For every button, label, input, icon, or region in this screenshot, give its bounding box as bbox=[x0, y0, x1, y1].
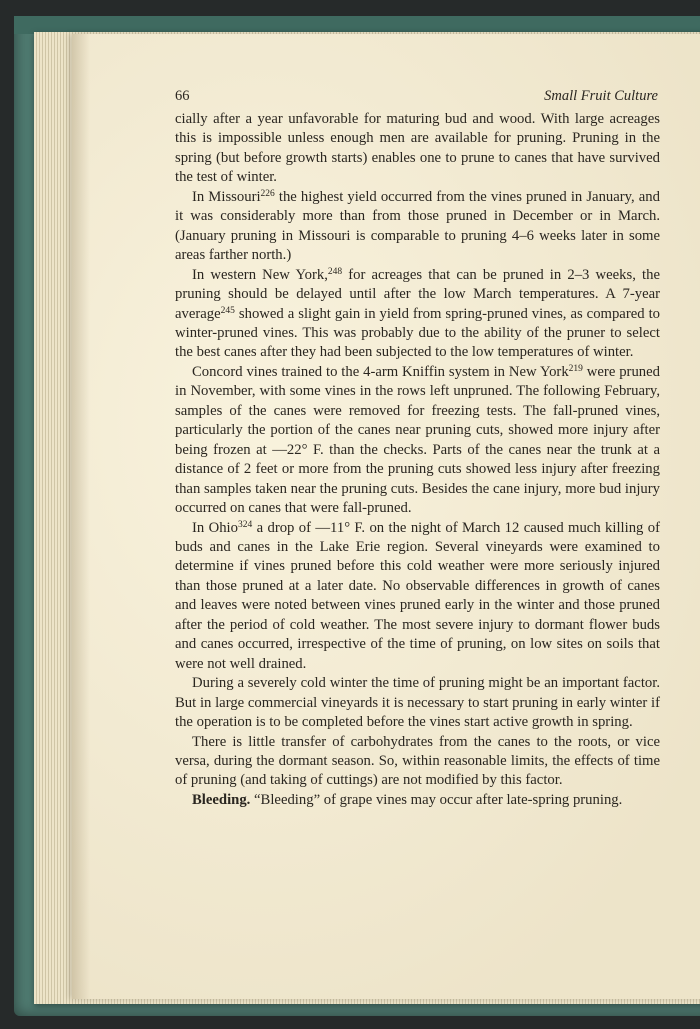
text-run: In Missouri bbox=[192, 188, 261, 205]
text-run: were pruned in November, with some vines in the rows left unpruned. The following February, samples of the canes were removed for freezing tests. The fall-pruned vines, particularly the portion of the canes near pruning cuts, showed more injury after being frozen at —22° F. than the checks. Parts of the canes near the trunk at a distance of 2 feet or more from the pruning cuts showed less injury after freezing than samples taken near the pruning cuts. Besides the cane injury, more bud injury occurred on canes that were fall-pruned. bbox=[175, 363, 660, 517]
running-title: Small Fruit Culture bbox=[544, 88, 658, 104]
paragraph bbox=[175, 188, 660, 266]
text-run: cially after a year unfavorable for maturing bud and wood. With large acreages this is impossible unless enough men are available for pruning. Pruning in the spring (but before growth starts) enables one to prune to canes that have survived the test of winter. bbox=[175, 111, 660, 186]
text-run: In western New York, bbox=[192, 266, 328, 283]
paragraph bbox=[175, 266, 660, 363]
reference-superscript: 245 bbox=[220, 305, 235, 316]
paragraph bbox=[175, 110, 660, 188]
text-run: In Ohio bbox=[192, 519, 238, 536]
reference-superscript: 219 bbox=[568, 363, 583, 374]
section-run-in-heading: Bleeding. bbox=[192, 791, 251, 808]
text-run: a drop of —11° F. on the night of March 12 caused much killing of buds and canes in the Lake Erie region. Several vineyards were examined to determine if vines pruned before this cold weather were more seriously injured than those pruned at a later date. No observable differences in growth of canes and leaves were noted between vines pruned early in the winter and those pruned after the period of cold weather. The most severe injury to dormant flower buds and canes occurred, irrespective of the time of pruning, on low sites on soils that were not well drained. bbox=[175, 519, 660, 672]
text-run: Concord vines trained to the 4-arm Kniffin system in New York bbox=[192, 363, 569, 380]
text-run: the highest yield occurred from the vines pruned in January, and it was considerably more than from those pruned in December or in March. (January pruning in Missouri is comparable to pruning 4–6 weeks later in some areas farther north.) bbox=[175, 188, 660, 264]
page-number: 66 bbox=[175, 88, 190, 104]
text-run: for acreages that can be pruned in 2–3 weeks, the pruning should be delayed until after the low March temperatures. A 7-year average bbox=[175, 266, 660, 322]
paragraph bbox=[175, 791, 660, 810]
gutter-shadow bbox=[72, 34, 90, 999]
paragraph bbox=[175, 674, 660, 732]
paragraph bbox=[175, 519, 660, 675]
paragraph bbox=[175, 363, 660, 519]
running-head bbox=[175, 88, 658, 108]
reference-superscript: 248 bbox=[327, 266, 343, 277]
text-run: “Bleeding” of grape vines may occur after late-spring pruning. bbox=[250, 791, 623, 808]
text-run: During a severely cold winter the time of pruning might be an important factor. But in large commercial vineyards it is necessary to start pruning in early winter if the operation is to be completed before the vines start active growth in spring. bbox=[175, 675, 660, 731]
reference-superscript: 226 bbox=[260, 188, 275, 199]
body-text bbox=[175, 110, 660, 810]
reference-superscript: 324 bbox=[237, 519, 253, 530]
text-run: There is little transfer of carbohydrates from the canes to the roots, or vice versa, during the dormant season. So, within reasonable limits, the effects of time of pruning (and taking of cuttings) are not modified by this factor. bbox=[175, 733, 660, 789]
text-run: showed a slight gain in yield from spring-pruned vines, as compared to winter-pruned vines. This was probably due to the ability of the pruner to select the best canes after they had been subjected to the low temperatures of winter. bbox=[175, 305, 660, 361]
paragraph bbox=[175, 733, 660, 791]
